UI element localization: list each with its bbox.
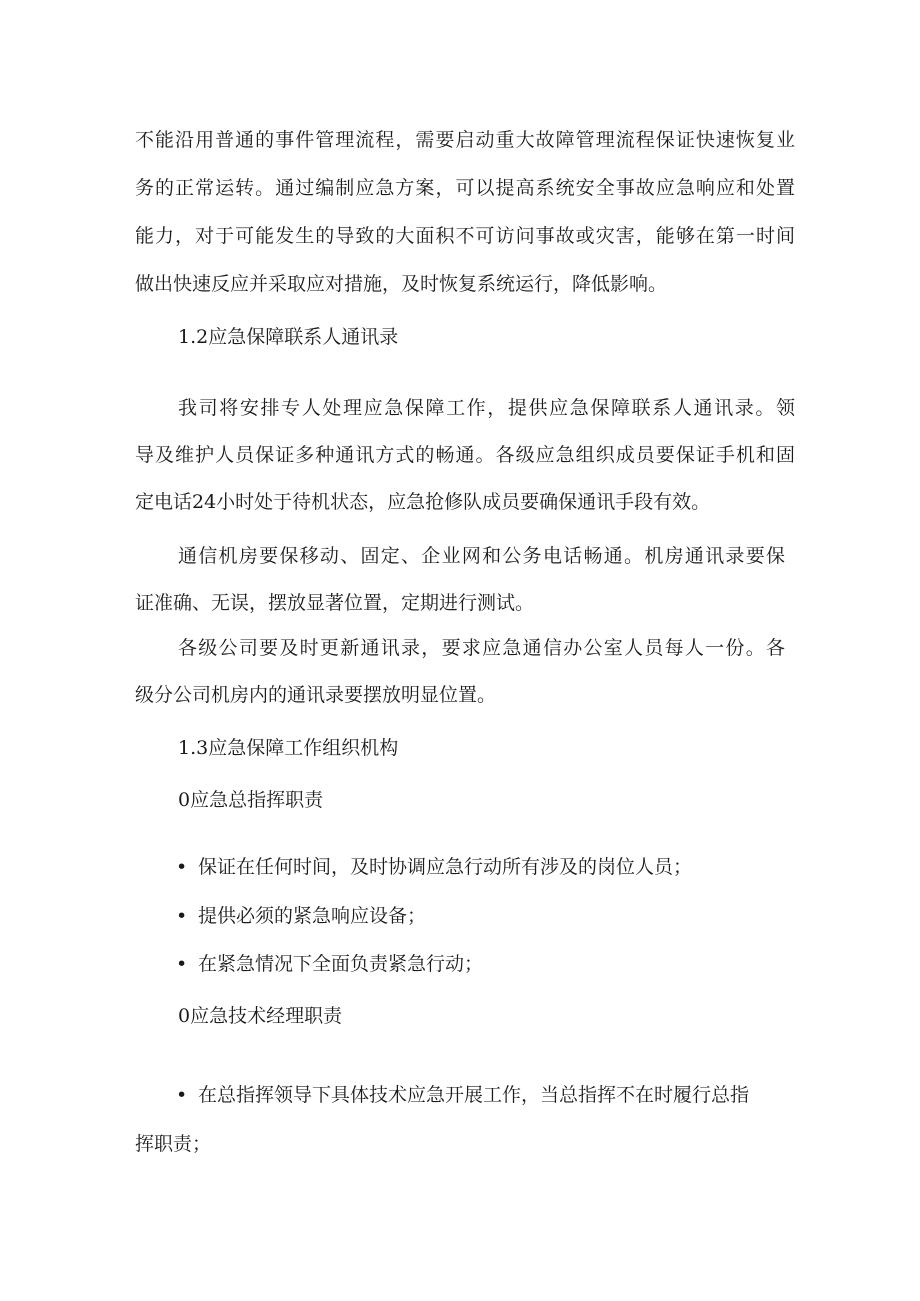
bullet-icon: •	[176, 1084, 188, 1106]
bullet-icon: •	[176, 856, 188, 878]
paragraph-1-line-3: 能力，对于可能发生的导致的大面积不可访问事故或灾害，能够在第一时间	[135, 225, 795, 247]
list-item-text: 保证在任何时间，及时协调应急行动所有涉及的岗位人员；	[198, 856, 693, 878]
paragraph-2-line-1: 我司将安排专人处理应急保障工作，提供应急保障联系人通讯录。领	[178, 397, 795, 419]
paragraph-1-line-2: 务的正常运转。通过编制应急方案，可以提高系统安全事故应急响应和处置	[135, 177, 795, 199]
list-item-text: 在总指挥领导下具体技术应急开展工作，当总指挥不在时履行总指	[198, 1084, 750, 1106]
list-item	[176, 1083, 796, 1107]
list-item	[176, 904, 796, 928]
paragraph-2-line-3: 定电话24小时处于待机状态，应急抢修队成员要确保通讯手段有效。	[135, 491, 711, 513]
list-item-continuation: 挥职责；	[135, 1133, 212, 1155]
list-item	[176, 952, 796, 976]
paragraph-3-line-1: 通信机房要保移动、固定、企业网和公务电话畅通。机房通讯录要保	[178, 545, 785, 567]
list-item-text: 提供必须的紧急响应设备；	[198, 905, 427, 927]
paragraph-4-line-2: 级分公司机房内的通讯录要摆放明显位置。	[135, 684, 497, 706]
section-heading-1-3: 1.3应急保障工作组织机构	[178, 737, 399, 759]
paragraph-2-line-2: 导及维护人员保证多种通讯方式的畅通。各级应急组织成员要保证手机和固	[135, 444, 795, 466]
bullet-icon: •	[176, 953, 188, 975]
bullet-icon: •	[176, 905, 188, 927]
list-item-text: 在紧急情况下全面负责紧急行动；	[198, 953, 484, 975]
list-item	[176, 855, 796, 879]
paragraph-4-line-1: 各级公司要及时更新通讯录，要求应急通信办公室人员每人一份。各	[178, 637, 785, 659]
paragraph-3-line-2: 证准确、无误，摆放显著位置，定期进行测试。	[135, 592, 535, 614]
sub-heading-technical-manager-duties: 0应急技术经理职责	[178, 1005, 343, 1027]
paragraph-1-line-4: 做出快速反应并采取应对措施，及时恢复系统运行，降低影响。	[135, 273, 668, 295]
sub-heading-commander-duties: 0应急总指挥职责	[178, 789, 324, 811]
paragraph-1-line-1: 不能沿用普通的事件管理流程，需要启动重大故障管理流程保证快速恢复业	[135, 129, 795, 151]
section-heading-1-2: 1.2应急保障联系人通讯录	[178, 326, 399, 348]
